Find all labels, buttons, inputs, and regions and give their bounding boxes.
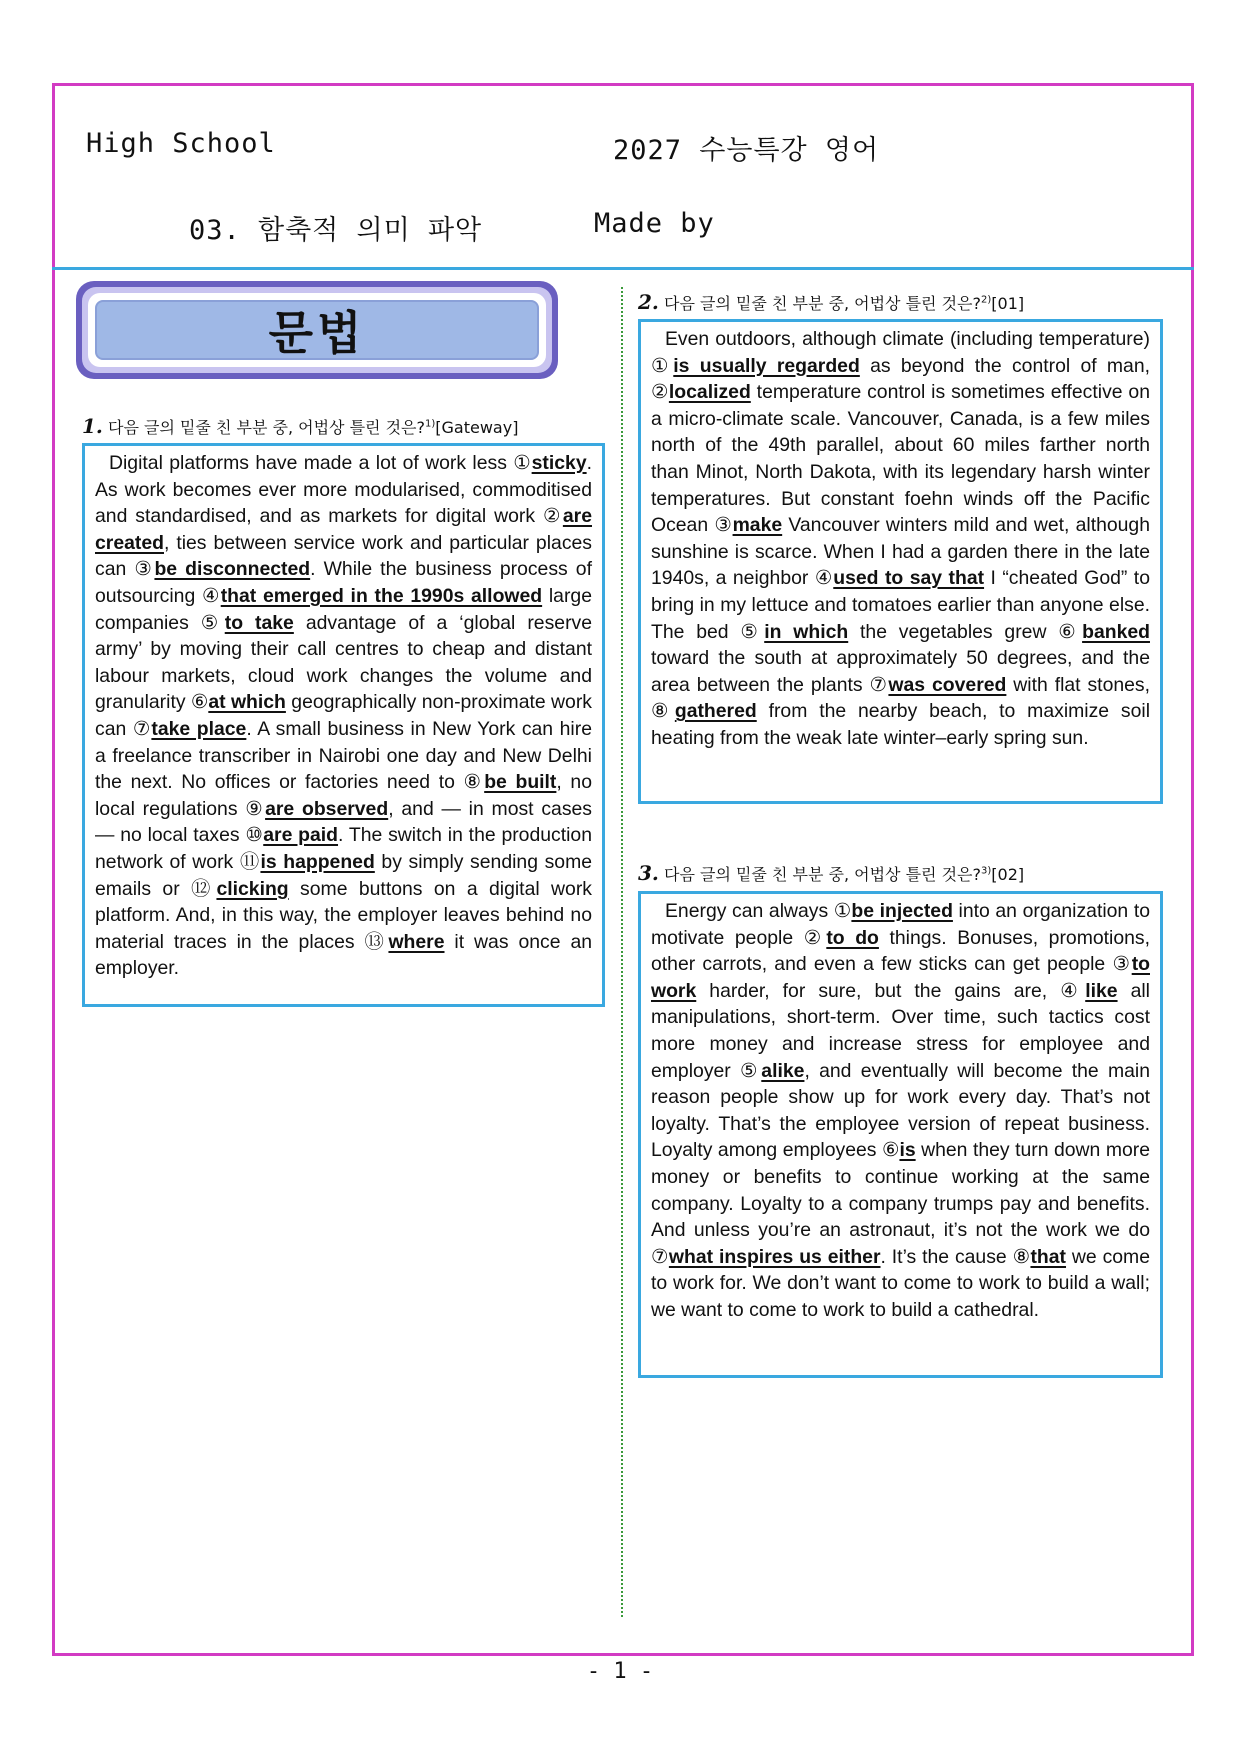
footnote-ref: 1) [425, 418, 436, 430]
question-prompt: 다음 글의 밑줄 친 부분 중, 어법상 틀린 것은? [663, 865, 982, 884]
underlined-choice: what inspires us either [668, 1245, 881, 1268]
passage-segment: I “cheated God” to bring in my lettuce and tomatoes earlier than anyone else. The bed ⑤ [651, 567, 1150, 643]
underlined-choice: where [388, 930, 445, 953]
passage-segment: Digital platforms have made a lot of work less ① [109, 452, 532, 474]
author-label: Made by [594, 208, 715, 239]
passage-segment: . While the business process of outsourcing ④ [95, 558, 592, 607]
underlined-choice: are paid [263, 824, 339, 847]
header-divider [52, 267, 1194, 270]
underlined-choice: be injected [851, 900, 953, 922]
school-name: High School [86, 128, 276, 159]
underlined-choice: gathered [674, 700, 757, 723]
underlined-choice: like [1085, 979, 1118, 1002]
passage-segment: . As work becomes ever more modularised, commoditised and standardised, and as markets for digital work ② [95, 452, 592, 528]
footnote-ref: 3) [981, 865, 992, 877]
passage-segment: things. Bonuses, promotions, other carrots, and even a few sticks can get people ③ [651, 926, 1150, 976]
passage-segment: it was once an employer. [95, 930, 593, 980]
underlined-choice: are observed [265, 797, 389, 820]
passage-segment: harder, for sure, but the gains are, ④ [696, 979, 1086, 1002]
underlined-choice: used to say that [833, 567, 985, 590]
passage-segment: . A small business in New York can hire a freelance transcriber in Nairobi one day and New Delhi the next. No offices or factories need to ⑧ [95, 717, 592, 794]
underlined-choice: sticky [531, 452, 587, 474]
passage-segment: as beyond the control of man, ② [651, 354, 1151, 404]
question-number: 1. [82, 414, 103, 438]
passage-segment: , no local regulations ⑨ [95, 771, 592, 820]
passage-segment: , and eventually will become the main reason people show up for work every day. That’s not loyalty. That’s the employee version of repeat business. Loyalty among employees ⑥ [651, 1059, 1150, 1162]
passage-segment: the vegetables grew ⑥ [848, 620, 1083, 643]
passage-text [651, 898, 1150, 1324]
underlined-choice: banked [1082, 620, 1150, 643]
underlined-choice: take place [151, 717, 247, 740]
passage-segment: . The switch in the production network of work ⑪ [95, 824, 592, 873]
unit-title: 03. 함축적 의미 파악 [189, 215, 483, 246]
page-number: - 1 - [586, 1659, 654, 1684]
underlined-choice: localized [668, 381, 751, 404]
underlined-choice: was covered [888, 673, 1007, 696]
underlined-choice: be disconnected [154, 558, 311, 581]
section-badge [76, 281, 558, 379]
passage-segment: , ties between service work and particular places can ③ [95, 531, 592, 581]
passage-segment: large companies ⑤ [95, 584, 592, 634]
question-source: [01] [991, 294, 1025, 313]
underlined-choice: in which [764, 620, 849, 643]
underlined-choice: that [1030, 1245, 1067, 1268]
underlined-choice: that emerged in the 1990s allowed [220, 584, 543, 607]
question-number: 2. [638, 290, 659, 314]
question-source: [Gateway] [435, 418, 519, 437]
passage-segment: into an organization to motivate people ② [651, 900, 1150, 949]
passage-segment: by simply sending some emails or ⑫ [95, 850, 593, 900]
passage-segment: when they turn down more money or benefits to continue working at the same company. Loyalty to a company trumps pay and benefits. And unless you’re an astronaut, it’s not the work we do ⑦ [651, 1139, 1151, 1268]
underlined-choice: is happened [260, 850, 375, 873]
question-2-title [638, 290, 1024, 314]
course-title: 2027 수능특강 영어 [613, 135, 880, 166]
question-source: [02] [991, 865, 1025, 884]
passage-segment: Vancouver winters mild and wet, although sunshine is scarce. When I had a garden there in the late 1940s, a neighbor ④ [651, 514, 1151, 590]
question-1-passage [82, 443, 605, 1007]
section-badge-label: 문법 [268, 306, 366, 360]
question-prompt: 다음 글의 밑줄 친 부분 중, 어법상 틀린 것은? [107, 418, 426, 437]
underlined-choice: alike [761, 1059, 805, 1082]
passage-segment: we come to work for. We don’t want to come to work to build a wall; we want to come to work to build a cathedral. [651, 1245, 1150, 1321]
underlined-choice: is [899, 1139, 916, 1162]
underlined-choice: clicking [216, 877, 289, 900]
passage-segment: with flat stones, ⑧ [651, 673, 1150, 723]
footnote-ref: 2) [981, 294, 992, 306]
underlined-choice: be built [484, 771, 557, 794]
passage-segment: advantage of a ‘global reserve army’ by moving their call centres to cheap and distant labour markets, cloud work changes the volume and granularity ⑥ [95, 611, 593, 714]
question-3-title [638, 861, 1024, 885]
passage-text [95, 450, 592, 982]
passage-segment: geographically non-proximate work can ⑦ [95, 691, 592, 740]
passage-segment: toward the south at approximately 50 degrees, and the area between the plants ⑦ [651, 647, 1150, 696]
passage-segment: from the nearby beach, to maximize soil heating from the weak late winter–early spring sun. [651, 700, 1150, 749]
passage-text [651, 326, 1150, 752]
underlined-choice: at which [208, 691, 286, 714]
passage-segment: all manipulations, short-term. Over time, such tactics cost more money and increase stress for employee and employer ⑤ [651, 979, 1150, 1082]
underlined-choice: to work [651, 953, 1150, 1002]
passage-segment: Energy can always ① [665, 900, 852, 922]
passage-segment: some buttons on a digital work platform. And, in this way, the employer leaves behind no material traces in the places ⑬ [95, 877, 592, 953]
passage-segment: temperature control is sometimes effective on a micro-climate scale. Vancouver, Canada, is a few miles north of the 49th parallel, about 60 miles farther north than Minot, North Dakota, with its legendary harsh winter temperatures. But constant foehn winds off the Pacific Ocean ③ [651, 381, 1151, 537]
column-divider [621, 287, 623, 1617]
underlined-choice: make [732, 514, 783, 537]
underlined-choice: is usually regarded [673, 354, 860, 377]
passage-segment: . It’s the cause ⑧ [880, 1245, 1031, 1268]
underlined-choice: to take [224, 611, 294, 634]
underlined-choice: are created [95, 505, 592, 554]
question-number: 3. [638, 861, 659, 885]
underlined-choice: to do [826, 926, 879, 949]
question-3-passage [638, 891, 1163, 1378]
question-prompt: 다음 글의 밑줄 친 부분 중, 어법상 틀린 것은? [663, 294, 982, 313]
passage-segment: , and — in most cases — no local taxes ⑩ [95, 797, 592, 847]
passage-segment: Even outdoors, although climate (including temperature) ① [651, 328, 1150, 377]
question-2-passage [638, 319, 1163, 804]
question-1-title [82, 414, 518, 438]
